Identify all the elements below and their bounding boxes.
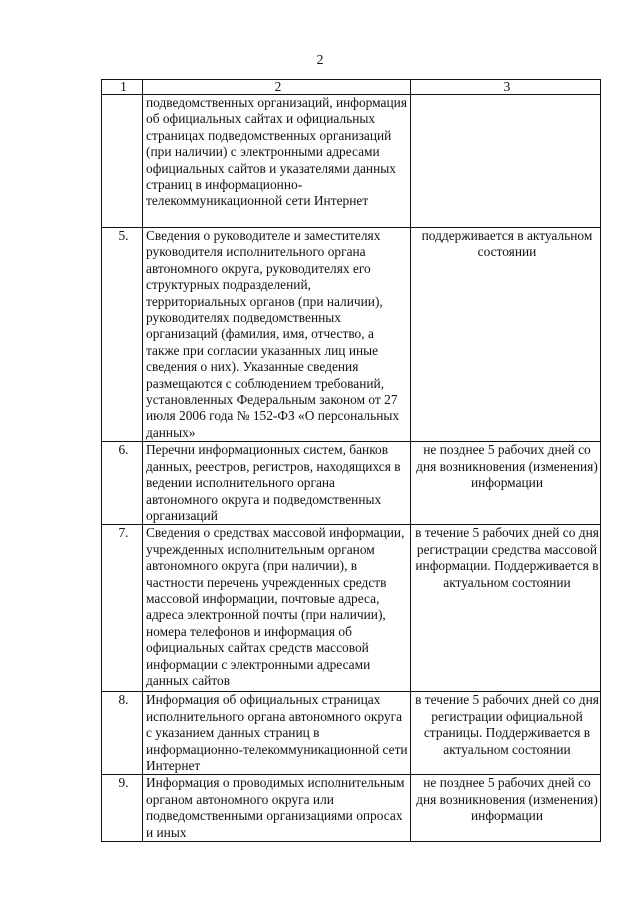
row-description: Информация об официальных страницах исполнительного органа автономного округа с указанием данных страниц в информационно-телекоммуникационной сети Интернет [143,692,411,775]
table-row [102,442,601,525]
table-row [102,775,601,842]
document-table [101,79,601,842]
row-deadline: в течение 5 рабочих дней со дня регистрации средства массовой информации. Поддерживается в актуальном состоянии [411,525,601,692]
table-row [102,692,601,775]
table-row [102,525,601,692]
column-header-3: 3 [411,80,601,95]
table-header-row [102,80,601,95]
row-deadline: не позднее 5 рабочих дней со дня возникновения (изменения) информации [411,442,601,525]
row-description: Перечни информационных систем, банков данных, реестров, регистров, находящихся в ведении исполнительного органа автономного округа и подведомственных организаций [143,442,411,525]
column-header-2: 2 [143,80,411,95]
row-number: 8. [102,692,143,775]
row-deadline: не позднее 5 рабочих дней со дня возникновения (изменения) информации [411,775,601,842]
column-header-1: 1 [102,80,143,95]
row-deadline [411,95,601,228]
page-number: 2 [316,53,324,68]
row-deadline: в течение 5 рабочих дней со дня регистрации официальной страницы. Поддерживается в актуальном состоянии [411,692,601,775]
table-row [102,95,601,228]
row-description: подведомственных организаций, информация об официальных сайтах и официальных страницах подведомственных организаций (при наличии) с электронными адресами официальных сайтов и указателями данных страниц в информационно-телекоммуникационной сети Интернет [143,95,411,228]
row-number: 5. [102,228,143,442]
row-number [102,95,143,228]
row-description: Сведения о руководителе и заместителях руководителя исполнительного органа автономного округа, руководителях его структурных подразделений, территориальных органов (при наличии), руководителях подведомственных организаций (фамилия, имя, отчество, а также при согласии указанных лиц иные сведения о них). Указанные сведения размещаются с соблюдением требований, установленных Федеральным законом от 27 июля 2006 года № 152-ФЗ «О персональных данных» [143,228,411,442]
row-deadline: поддерживается в актуальном состоянии [411,228,601,442]
row-description: Сведения о средствах массовой информации, учрежденных исполнительным органом автономного округа (при наличии), в частности перечень учрежденных средств массовой информации, почтовые адреса, адреса электронной почты (при наличии), номера телефонов и информация об официальных сайтах средств массовой информации с электронными адресами данных сайтов [143,525,411,692]
row-number: 6. [102,442,143,525]
table-row [102,228,601,442]
row-description: Информация о проводимых исполнительным органом автономного округа или подведомственными организациями опросах и иных [143,775,411,842]
row-number: 7. [102,525,143,692]
row-number: 9. [102,775,143,842]
